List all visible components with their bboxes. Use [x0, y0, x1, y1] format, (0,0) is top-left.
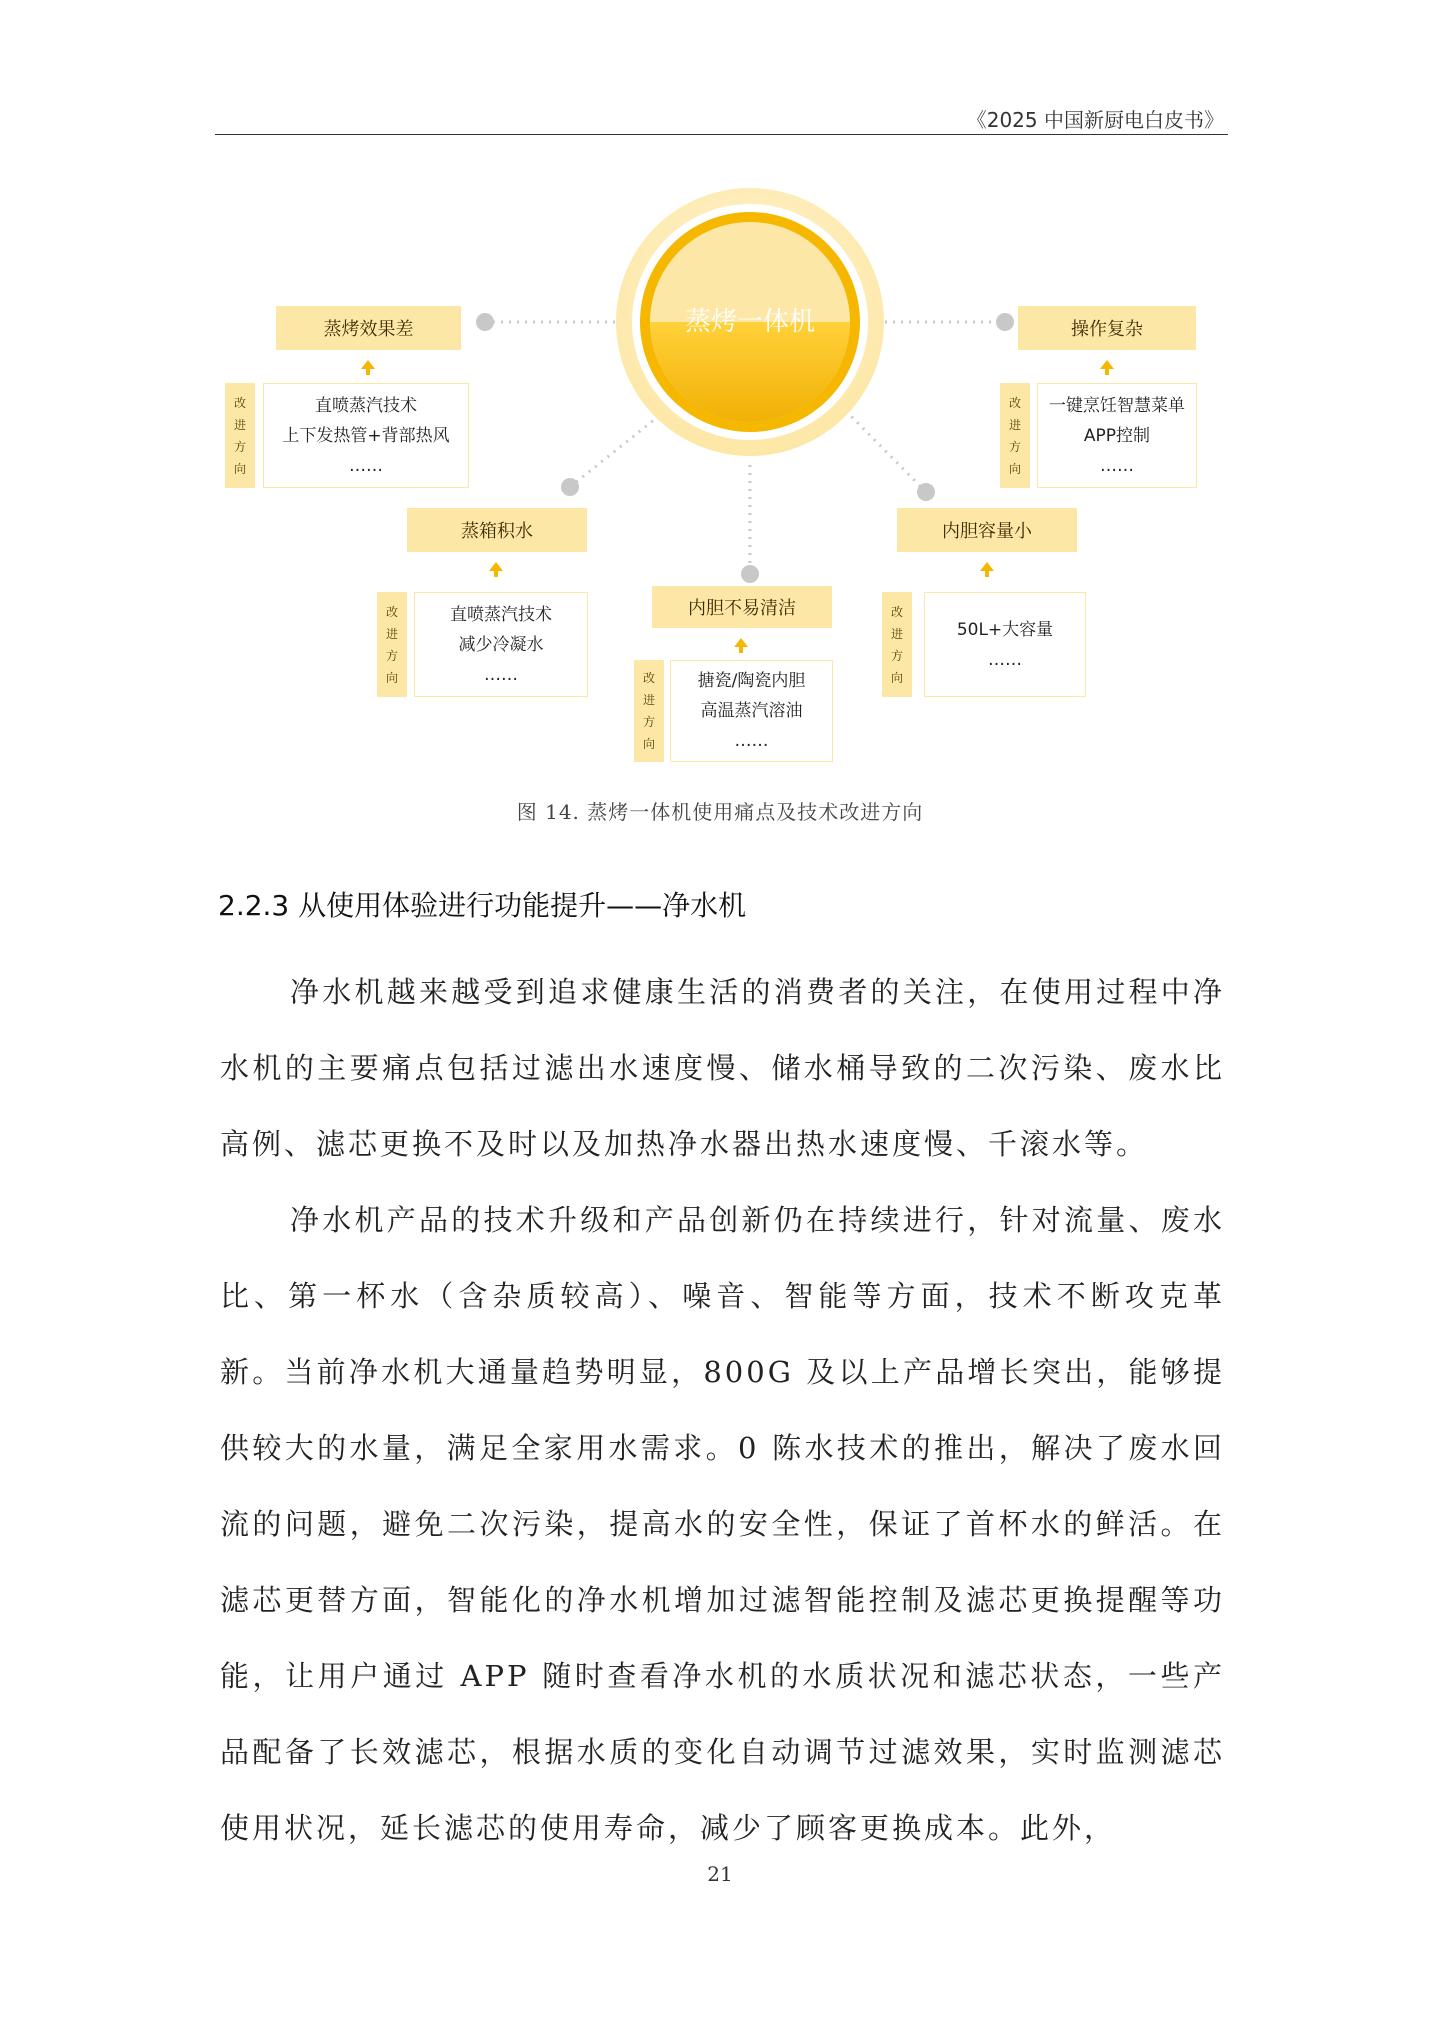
improvement-side-tab — [1000, 383, 1030, 488]
improvement-line: 直喷蒸汽技术 — [315, 395, 417, 416]
pain-point-diagram — [0, 0, 1440, 780]
improvement-line: 减少冷凝水 — [458, 634, 544, 655]
improvement-box — [1037, 383, 1197, 488]
body-text — [220, 954, 1225, 1866]
side-tab-char: 方 — [233, 439, 246, 454]
side-tab-char: 改 — [385, 604, 398, 619]
arrow-up-icon — [489, 562, 503, 571]
improvement-line: 直喷蒸汽技术 — [450, 604, 552, 625]
arrow-up-icon — [734, 638, 748, 647]
side-tab-char: 方 — [385, 648, 398, 663]
pain-point-label: 蒸箱积水 — [407, 508, 587, 552]
side-tab-char: 进 — [1008, 417, 1021, 432]
arrow-up-icon — [1100, 360, 1114, 369]
improvement-line: 高温蒸汽溶油 — [700, 701, 803, 721]
arrow-up-icon — [980, 562, 994, 571]
side-tab-char: 进 — [642, 693, 655, 707]
improvement-line: 上下发热管+背部热风 — [282, 425, 450, 446]
improvement-box — [924, 592, 1086, 697]
improvement-side-tab — [882, 592, 912, 697]
side-tab-char: 向 — [233, 461, 246, 476]
pain-point-label: 内胆容量小 — [897, 508, 1077, 552]
side-tab-char: 向 — [1008, 461, 1021, 476]
pain-point-label: 内胆不易清洁 — [652, 586, 832, 628]
side-tab-char: 方 — [1008, 439, 1021, 454]
improvement-line: …… — [1100, 455, 1134, 476]
side-tab-char: 进 — [385, 626, 398, 641]
paragraph: 净水机产品的技术升级和产品创新仍在持续进行，针对流量、废水比、第一杯水（含杂质较高）、噪音、智能等方面，技术不断攻克革新。当前净水机大通量趋势明显，800G 及以上产品增长突出，能够提供较大的水量，满足全家用水需求。0 陈水技术的推出，解决了废水回流的问题，避免二次污染，提高水的安全性，保证了首杯水的鲜活。在滤芯更替方面，智能化的净水机增加过滤智能控制及滤芯更换提醒等功能，让用户通过 APP 随时查看净水机的水质状况和滤芯状态，一些产品配备了长效滤芯，根据水质的变化自动调节过滤效果，实时监测滤芯使用状况，延长滤芯的使用寿命，减少了顾客更换成本。此外， — [220, 1203, 1225, 1845]
side-tab-char: 向 — [385, 670, 398, 685]
improvement-line: 50L+大容量 — [956, 619, 1054, 640]
side-tab-char: 改 — [642, 671, 655, 685]
arrow-up-icon — [361, 360, 375, 369]
improvement-line: 一键烹饪智慧菜单 — [1049, 395, 1185, 416]
improvement-side-tab — [634, 660, 664, 762]
improvement-line: …… — [734, 731, 769, 751]
improvement-box — [263, 383, 469, 488]
improvement-box — [414, 592, 588, 697]
side-tab-char: 方 — [642, 715, 655, 729]
center-label: 蒸烤一体机 — [684, 307, 816, 337]
improvement-line: …… — [988, 649, 1022, 670]
improvement-line: …… — [484, 664, 518, 685]
side-tab-char: 进 — [890, 626, 903, 641]
improvement-line: …… — [349, 455, 383, 476]
side-tab-char: 改 — [233, 395, 246, 410]
improvement-line: 搪瓷/陶瓷内胆 — [697, 671, 806, 691]
side-tab-char: 方 — [890, 648, 903, 663]
pain-point-label: 操作复杂 — [1018, 306, 1196, 350]
side-tab-char: 进 — [233, 417, 246, 432]
improvement-line: APP控制 — [1083, 425, 1151, 446]
side-tab-char: 改 — [890, 604, 903, 619]
document-title: 《2025 中国新厨电白皮书》 — [966, 108, 1224, 132]
side-tab-char: 向 — [890, 670, 903, 685]
pain-point-label: 蒸烤效果差 — [276, 306, 461, 350]
improvement-box — [670, 660, 833, 762]
improvement-side-tab — [377, 592, 407, 697]
section-heading: 2.2.3 从使用体验进行功能提升——净水机 — [218, 889, 747, 922]
side-tab-char: 改 — [1008, 395, 1021, 410]
paragraph: 净水机越来越受到追求健康生活的消费者的关注，在使用过程中净水机的主要痛点包括过滤出水速度慢、储水桶导致的二次污染、废水比高例、滤芯更换不及时以及加热净水器出热水速度慢、千滚水等。 — [220, 975, 1225, 1161]
page-number: 21 — [707, 1862, 733, 1886]
improvement-side-tab — [225, 383, 255, 488]
figure-caption: 图 14. 蒸烤一体机使用痛点及技术改进方向 — [516, 800, 924, 824]
side-tab-char: 向 — [642, 737, 655, 751]
